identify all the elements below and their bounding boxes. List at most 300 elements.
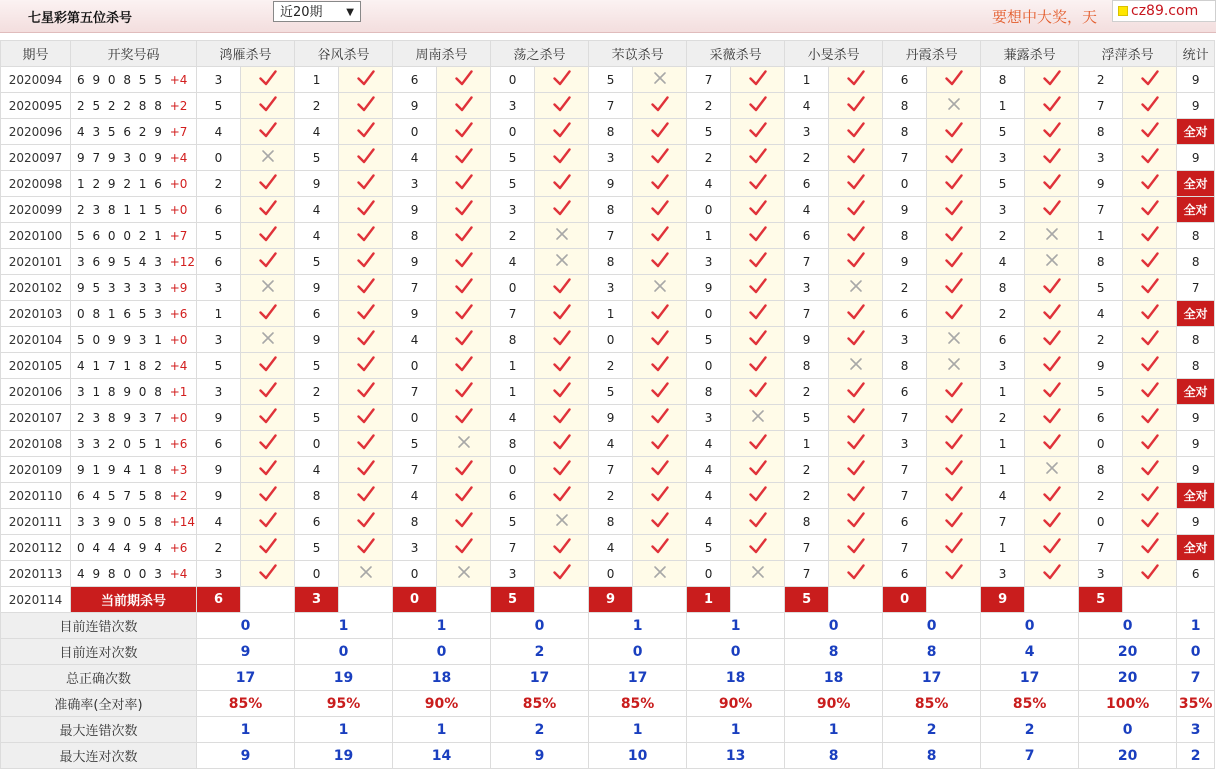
cross-mark-icon bbox=[633, 561, 687, 587]
check-mark-icon bbox=[241, 67, 295, 93]
check-mark-icon bbox=[1123, 405, 1177, 431]
summary-value: 17 bbox=[589, 665, 687, 691]
summary-value: 9 bbox=[491, 743, 589, 769]
check-mark-icon bbox=[437, 119, 491, 145]
kill-number-cell: 3 bbox=[1079, 561, 1123, 587]
col-expert: 荡之杀号 bbox=[491, 41, 589, 67]
check-mark-icon bbox=[927, 301, 981, 327]
check-mark-icon bbox=[339, 353, 393, 379]
summary-label: 目前连对次数 bbox=[1, 639, 197, 665]
current-kill-number: 5 bbox=[1079, 587, 1123, 613]
check-mark-icon bbox=[339, 405, 393, 431]
check-mark-icon bbox=[241, 405, 295, 431]
period-cell: 2020106 bbox=[1, 379, 71, 405]
kill-number-cell: 5 bbox=[785, 405, 829, 431]
kill-number-cell: 9 bbox=[883, 249, 927, 275]
check-mark-icon bbox=[927, 67, 981, 93]
check-mark-icon bbox=[241, 301, 295, 327]
check-mark-icon bbox=[1025, 327, 1079, 353]
kill-number-cell: 0 bbox=[491, 119, 535, 145]
kill-number-cell: 5 bbox=[687, 119, 731, 145]
summary-value: 2 bbox=[981, 717, 1079, 743]
kill-number-cell: 0 bbox=[1079, 509, 1123, 535]
check-mark-icon bbox=[633, 327, 687, 353]
check-mark-icon bbox=[241, 171, 295, 197]
period-cell: 2020105 bbox=[1, 353, 71, 379]
kill-number-cell: 4 bbox=[589, 431, 633, 457]
check-mark-icon bbox=[633, 301, 687, 327]
kill-number-cell: 4 bbox=[295, 119, 339, 145]
kill-number-cell: 2 bbox=[1079, 483, 1123, 509]
kill-number-cell: 6 bbox=[491, 483, 535, 509]
stat-cell: 9 bbox=[1177, 93, 1215, 119]
check-mark-icon bbox=[535, 457, 589, 483]
kill-number-cell: 4 bbox=[393, 327, 437, 353]
stat-cell: 9 bbox=[1177, 509, 1215, 535]
check-mark-icon bbox=[927, 483, 981, 509]
current-kill-number: 0 bbox=[393, 587, 437, 613]
kill-number-cell: 6 bbox=[197, 431, 241, 457]
kill-number-cell: 1 bbox=[981, 535, 1025, 561]
kill-number-cell: 9 bbox=[295, 327, 339, 353]
kill-number-cell: 6 bbox=[981, 327, 1025, 353]
draw-numbers: 3 6 9 5 4 3 bbox=[77, 254, 164, 269]
kill-number-cell: 4 bbox=[491, 405, 535, 431]
draw-cell bbox=[71, 93, 197, 119]
summary-row bbox=[1, 717, 1215, 743]
badge-dot-icon bbox=[1118, 6, 1128, 16]
kill-number-cell: 8 bbox=[883, 93, 927, 119]
summary-value: 20 bbox=[1079, 639, 1177, 665]
kill-number-cell: 2 bbox=[1079, 67, 1123, 93]
check-mark-icon bbox=[535, 483, 589, 509]
period-cell: 2020101 bbox=[1, 249, 71, 275]
kill-number-cell: 9 bbox=[589, 171, 633, 197]
draw-cell bbox=[71, 535, 197, 561]
kill-number-cell: 2 bbox=[491, 223, 535, 249]
kill-number-cell: 1 bbox=[491, 353, 535, 379]
kill-number-cell: 3 bbox=[491, 93, 535, 119]
summary-stat: 3 bbox=[1177, 717, 1215, 743]
summary-label: 目前连错次数 bbox=[1, 613, 197, 639]
table-row bbox=[1, 223, 1215, 249]
kill-number-cell: 8 bbox=[295, 483, 339, 509]
check-mark-icon bbox=[535, 561, 589, 587]
check-mark-icon bbox=[731, 145, 785, 171]
summary-value: 13 bbox=[687, 743, 785, 769]
check-mark-icon bbox=[339, 431, 393, 457]
draw-plus: +9 bbox=[169, 280, 188, 295]
slogan-text: 要想中大奖，天 bbox=[992, 8, 1098, 26]
kill-number-cell: 2 bbox=[785, 483, 829, 509]
current-kill-number: 5 bbox=[491, 587, 535, 613]
cross-mark-icon bbox=[633, 67, 687, 93]
kill-number-cell: 0 bbox=[197, 145, 241, 171]
kill-number-cell: 6 bbox=[393, 67, 437, 93]
draw-numbers: 9 7 9 3 0 9 bbox=[77, 150, 164, 165]
check-mark-icon bbox=[437, 67, 491, 93]
kill-number-cell: 6 bbox=[197, 197, 241, 223]
draw-plus: +7 bbox=[169, 228, 188, 243]
summary-label: 最大连错次数 bbox=[1, 717, 197, 743]
kill-number-cell: 4 bbox=[981, 249, 1025, 275]
cross-mark-icon bbox=[731, 405, 785, 431]
draw-numbers: 6 9 0 8 5 5 bbox=[77, 72, 164, 87]
cross-mark-icon bbox=[829, 353, 883, 379]
check-mark-icon bbox=[731, 93, 785, 119]
cross-mark-icon bbox=[927, 93, 981, 119]
kill-number-cell: 4 bbox=[687, 431, 731, 457]
kill-number-cell: 3 bbox=[491, 561, 535, 587]
check-mark-icon bbox=[241, 509, 295, 535]
draw-plus: +14 bbox=[169, 514, 196, 529]
range-select[interactable] bbox=[273, 1, 361, 22]
draw-cell bbox=[71, 301, 197, 327]
stat-cell: 8 bbox=[1177, 249, 1215, 275]
kill-number-cell: 8 bbox=[589, 249, 633, 275]
draw-cell bbox=[71, 327, 197, 353]
kill-number-cell: 4 bbox=[491, 249, 535, 275]
kill-number-cell: 5 bbox=[393, 431, 437, 457]
current-period-label: 当前期杀号 bbox=[71, 587, 197, 613]
summary-value: 85% bbox=[883, 691, 981, 717]
check-mark-icon bbox=[731, 301, 785, 327]
col-expert: 采薇杀号 bbox=[687, 41, 785, 67]
dropdown-arrow-icon: ▼ bbox=[346, 7, 354, 18]
top-bar bbox=[0, 0, 1216, 33]
check-mark-icon bbox=[1025, 561, 1079, 587]
summary-value: 18 bbox=[687, 665, 785, 691]
summary-value: 8 bbox=[883, 743, 981, 769]
kill-number-cell: 2 bbox=[197, 171, 241, 197]
check-mark-icon bbox=[437, 301, 491, 327]
kill-number-cell: 7 bbox=[883, 483, 927, 509]
period-cell: 2020102 bbox=[1, 275, 71, 301]
check-mark-icon bbox=[829, 483, 883, 509]
summary-value: 8 bbox=[785, 639, 883, 665]
check-mark-icon bbox=[829, 457, 883, 483]
draw-plus: +3 bbox=[169, 462, 188, 477]
kill-number-cell: 7 bbox=[883, 145, 927, 171]
draw-numbers: 3 1 8 9 0 8 bbox=[77, 384, 164, 399]
kill-number-cell: 9 bbox=[197, 457, 241, 483]
summary-value: 95% bbox=[295, 691, 393, 717]
check-mark-icon bbox=[927, 171, 981, 197]
check-mark-icon bbox=[437, 197, 491, 223]
kill-number-cell: 4 bbox=[295, 457, 339, 483]
check-mark-icon bbox=[241, 223, 295, 249]
kill-number-cell: 2 bbox=[589, 483, 633, 509]
check-mark-icon bbox=[339, 197, 393, 223]
kill-number-cell: 0 bbox=[687, 197, 731, 223]
period-cell: 2020108 bbox=[1, 431, 71, 457]
kill-number-cell: 8 bbox=[785, 509, 829, 535]
draw-plus: +12 bbox=[169, 254, 196, 269]
check-mark-icon bbox=[731, 327, 785, 353]
check-mark-icon bbox=[1123, 249, 1177, 275]
kill-number-cell: 2 bbox=[687, 145, 731, 171]
check-mark-icon bbox=[731, 457, 785, 483]
current-empty-cell bbox=[829, 587, 883, 613]
summary-value: 8 bbox=[785, 743, 883, 769]
table-row bbox=[1, 483, 1215, 509]
kill-number-cell: 0 bbox=[393, 353, 437, 379]
kill-number-cell: 1 bbox=[981, 379, 1025, 405]
check-mark-icon bbox=[1123, 327, 1177, 353]
check-mark-icon bbox=[829, 197, 883, 223]
summary-value: 0 bbox=[1079, 613, 1177, 639]
check-mark-icon bbox=[731, 509, 785, 535]
check-mark-icon bbox=[535, 119, 589, 145]
kill-number-cell: 3 bbox=[197, 379, 241, 405]
kill-number-cell: 6 bbox=[883, 561, 927, 587]
col-stat: 统计 bbox=[1177, 41, 1215, 67]
stat-cell: 8 bbox=[1177, 327, 1215, 353]
summary-value: 20 bbox=[1079, 665, 1177, 691]
table-row bbox=[1, 145, 1215, 171]
kill-number-cell: 2 bbox=[197, 535, 241, 561]
kill-number-cell: 7 bbox=[589, 223, 633, 249]
cross-mark-icon bbox=[437, 431, 491, 457]
check-mark-icon bbox=[437, 171, 491, 197]
summary-value: 17 bbox=[491, 665, 589, 691]
kill-number-cell: 4 bbox=[687, 483, 731, 509]
check-mark-icon bbox=[535, 353, 589, 379]
table-row bbox=[1, 275, 1215, 301]
range-select-value: 近20期 bbox=[280, 5, 323, 20]
cross-mark-icon bbox=[1025, 223, 1079, 249]
check-mark-icon bbox=[1025, 431, 1079, 457]
check-mark-icon bbox=[1025, 145, 1079, 171]
summary-value: 18 bbox=[393, 665, 491, 691]
summary-row bbox=[1, 613, 1215, 639]
kill-number-cell: 2 bbox=[981, 301, 1025, 327]
kill-number-cell: 7 bbox=[491, 301, 535, 327]
check-mark-icon bbox=[1123, 67, 1177, 93]
current-kill-number: 9 bbox=[589, 587, 633, 613]
cross-mark-icon bbox=[535, 509, 589, 535]
check-mark-icon bbox=[339, 301, 393, 327]
col-expert: 小旻杀号 bbox=[785, 41, 883, 67]
table-row bbox=[1, 353, 1215, 379]
kill-number-cell: 1 bbox=[687, 223, 731, 249]
kill-number-cell: 1 bbox=[491, 379, 535, 405]
summary-value: 9 bbox=[197, 743, 295, 769]
table-row bbox=[1, 379, 1215, 405]
kill-number-cell: 9 bbox=[1079, 171, 1123, 197]
check-mark-icon bbox=[1025, 197, 1079, 223]
draw-plus: +0 bbox=[169, 202, 188, 217]
table-row bbox=[1, 93, 1215, 119]
summary-row bbox=[1, 743, 1215, 769]
stat-cell: 9 bbox=[1177, 145, 1215, 171]
summary-stat: 7 bbox=[1177, 665, 1215, 691]
check-mark-icon bbox=[731, 483, 785, 509]
summary-row bbox=[1, 691, 1215, 717]
table-row bbox=[1, 197, 1215, 223]
check-mark-icon bbox=[339, 93, 393, 119]
draw-plus: +0 bbox=[169, 332, 188, 347]
check-mark-icon bbox=[1123, 171, 1177, 197]
check-mark-icon bbox=[1123, 223, 1177, 249]
check-mark-icon bbox=[731, 275, 785, 301]
all-correct-badge: 全对 bbox=[1177, 171, 1215, 197]
check-mark-icon bbox=[927, 119, 981, 145]
kill-number-cell: 7 bbox=[393, 457, 437, 483]
table-row bbox=[1, 457, 1215, 483]
draw-numbers: 2 3 8 9 3 7 bbox=[77, 410, 164, 425]
check-mark-icon bbox=[633, 431, 687, 457]
summary-value: 10 bbox=[589, 743, 687, 769]
draw-cell bbox=[71, 119, 197, 145]
summary-value: 0 bbox=[687, 639, 785, 665]
summary-value: 8 bbox=[883, 639, 981, 665]
summary-value: 0 bbox=[785, 613, 883, 639]
kill-number-cell: 0 bbox=[393, 405, 437, 431]
check-mark-icon bbox=[339, 457, 393, 483]
kill-number-cell: 2 bbox=[981, 223, 1025, 249]
summary-stat: 1 bbox=[1177, 613, 1215, 639]
check-mark-icon bbox=[437, 535, 491, 561]
draw-cell bbox=[71, 379, 197, 405]
period-cell: 2020111 bbox=[1, 509, 71, 535]
period-cell: 2020107 bbox=[1, 405, 71, 431]
summary-value: 0 bbox=[1079, 717, 1177, 743]
summary-stat: 2 bbox=[1177, 743, 1215, 769]
check-mark-icon bbox=[927, 457, 981, 483]
draw-plus: +4 bbox=[169, 566, 188, 581]
check-mark-icon bbox=[829, 431, 883, 457]
check-mark-icon bbox=[339, 483, 393, 509]
summary-value: 85% bbox=[981, 691, 1079, 717]
summary-label: 总正确次数 bbox=[1, 665, 197, 691]
check-mark-icon bbox=[339, 275, 393, 301]
kill-number-cell: 7 bbox=[785, 301, 829, 327]
kill-number-cell: 8 bbox=[883, 223, 927, 249]
draw-plus: +6 bbox=[169, 306, 188, 321]
kill-number-cell: 2 bbox=[687, 93, 731, 119]
check-mark-icon bbox=[437, 379, 491, 405]
site-badge[interactable] bbox=[1112, 0, 1216, 22]
check-mark-icon bbox=[1123, 301, 1177, 327]
kill-number-cell: 1 bbox=[981, 93, 1025, 119]
kill-number-cell: 5 bbox=[295, 353, 339, 379]
check-mark-icon bbox=[535, 171, 589, 197]
kill-number-cell: 0 bbox=[295, 561, 339, 587]
summary-value: 1 bbox=[687, 717, 785, 743]
kill-number-cell: 4 bbox=[393, 483, 437, 509]
draw-plus: +0 bbox=[169, 410, 188, 425]
summary-value: 4 bbox=[981, 639, 1079, 665]
cross-mark-icon bbox=[437, 561, 491, 587]
kill-number-cell: 7 bbox=[1079, 535, 1123, 561]
check-mark-icon bbox=[339, 145, 393, 171]
col-period: 期号 bbox=[1, 41, 71, 67]
col-expert: 蒹露杀号 bbox=[981, 41, 1079, 67]
check-mark-icon bbox=[731, 249, 785, 275]
kill-number-cell: 8 bbox=[1079, 119, 1123, 145]
check-mark-icon bbox=[1025, 93, 1079, 119]
kill-number-cell: 3 bbox=[883, 431, 927, 457]
check-mark-icon bbox=[535, 327, 589, 353]
table-row bbox=[1, 535, 1215, 561]
kill-number-cell: 4 bbox=[785, 93, 829, 119]
kill-number-cell: 8 bbox=[687, 379, 731, 405]
cross-mark-icon bbox=[1025, 457, 1079, 483]
kill-number-cell: 7 bbox=[785, 561, 829, 587]
kill-number-cell: 6 bbox=[785, 223, 829, 249]
kill-number-cell: 5 bbox=[981, 171, 1025, 197]
all-correct-badge: 全对 bbox=[1177, 119, 1215, 145]
kill-number-cell: 6 bbox=[883, 67, 927, 93]
current-empty-cell bbox=[339, 587, 393, 613]
summary-value: 18 bbox=[785, 665, 883, 691]
check-mark-icon bbox=[731, 223, 785, 249]
kill-number-cell: 3 bbox=[687, 405, 731, 431]
draw-numbers: 4 9 8 0 0 3 bbox=[77, 566, 164, 581]
check-mark-icon bbox=[1123, 379, 1177, 405]
stat-cell: 6 bbox=[1177, 561, 1215, 587]
check-mark-icon bbox=[927, 379, 981, 405]
kill-number-cell: 8 bbox=[1079, 457, 1123, 483]
kill-number-cell: 3 bbox=[785, 275, 829, 301]
stat-cell: 9 bbox=[1177, 431, 1215, 457]
check-mark-icon bbox=[437, 327, 491, 353]
kill-number-cell: 9 bbox=[1079, 353, 1123, 379]
kill-number-cell: 2 bbox=[589, 353, 633, 379]
table-row bbox=[1, 327, 1215, 353]
kill-number-cell: 5 bbox=[197, 353, 241, 379]
summary-value: 0 bbox=[491, 613, 589, 639]
check-mark-icon bbox=[633, 379, 687, 405]
kill-number-cell: 3 bbox=[981, 197, 1025, 223]
kill-number-cell: 1 bbox=[589, 301, 633, 327]
check-mark-icon bbox=[535, 535, 589, 561]
kill-number-cell: 4 bbox=[981, 483, 1025, 509]
kill-number-cell: 9 bbox=[393, 197, 437, 223]
summary-stat: 0 bbox=[1177, 639, 1215, 665]
draw-plus: +1 bbox=[169, 384, 188, 399]
kill-number-cell: 0 bbox=[589, 327, 633, 353]
stat-cell: 7 bbox=[1177, 275, 1215, 301]
kill-number-cell: 7 bbox=[883, 405, 927, 431]
draw-numbers: 2 3 8 1 1 5 bbox=[77, 202, 164, 217]
check-mark-icon bbox=[633, 197, 687, 223]
summary-value: 0 bbox=[981, 613, 1079, 639]
kill-number-cell: 6 bbox=[295, 509, 339, 535]
check-mark-icon bbox=[633, 119, 687, 145]
kill-number-cell: 4 bbox=[1079, 301, 1123, 327]
summary-value: 90% bbox=[687, 691, 785, 717]
kill-number-cell: 1 bbox=[1079, 223, 1123, 249]
cross-mark-icon bbox=[339, 561, 393, 587]
current-empty-cell bbox=[927, 587, 981, 613]
kill-number-cell: 7 bbox=[981, 509, 1025, 535]
draw-numbers: 3 3 2 0 5 1 bbox=[77, 436, 164, 451]
kill-number-cell: 3 bbox=[687, 249, 731, 275]
cross-mark-icon bbox=[829, 275, 883, 301]
check-mark-icon bbox=[731, 197, 785, 223]
check-mark-icon bbox=[927, 197, 981, 223]
kill-number-cell: 0 bbox=[393, 561, 437, 587]
kill-number-cell: 4 bbox=[393, 145, 437, 171]
draw-numbers: 5 0 9 9 3 1 bbox=[77, 332, 164, 347]
table-row bbox=[1, 171, 1215, 197]
kill-number-cell: 7 bbox=[491, 535, 535, 561]
kill-number-cell: 3 bbox=[197, 327, 241, 353]
table-row bbox=[1, 431, 1215, 457]
kill-number-cell: 3 bbox=[393, 535, 437, 561]
